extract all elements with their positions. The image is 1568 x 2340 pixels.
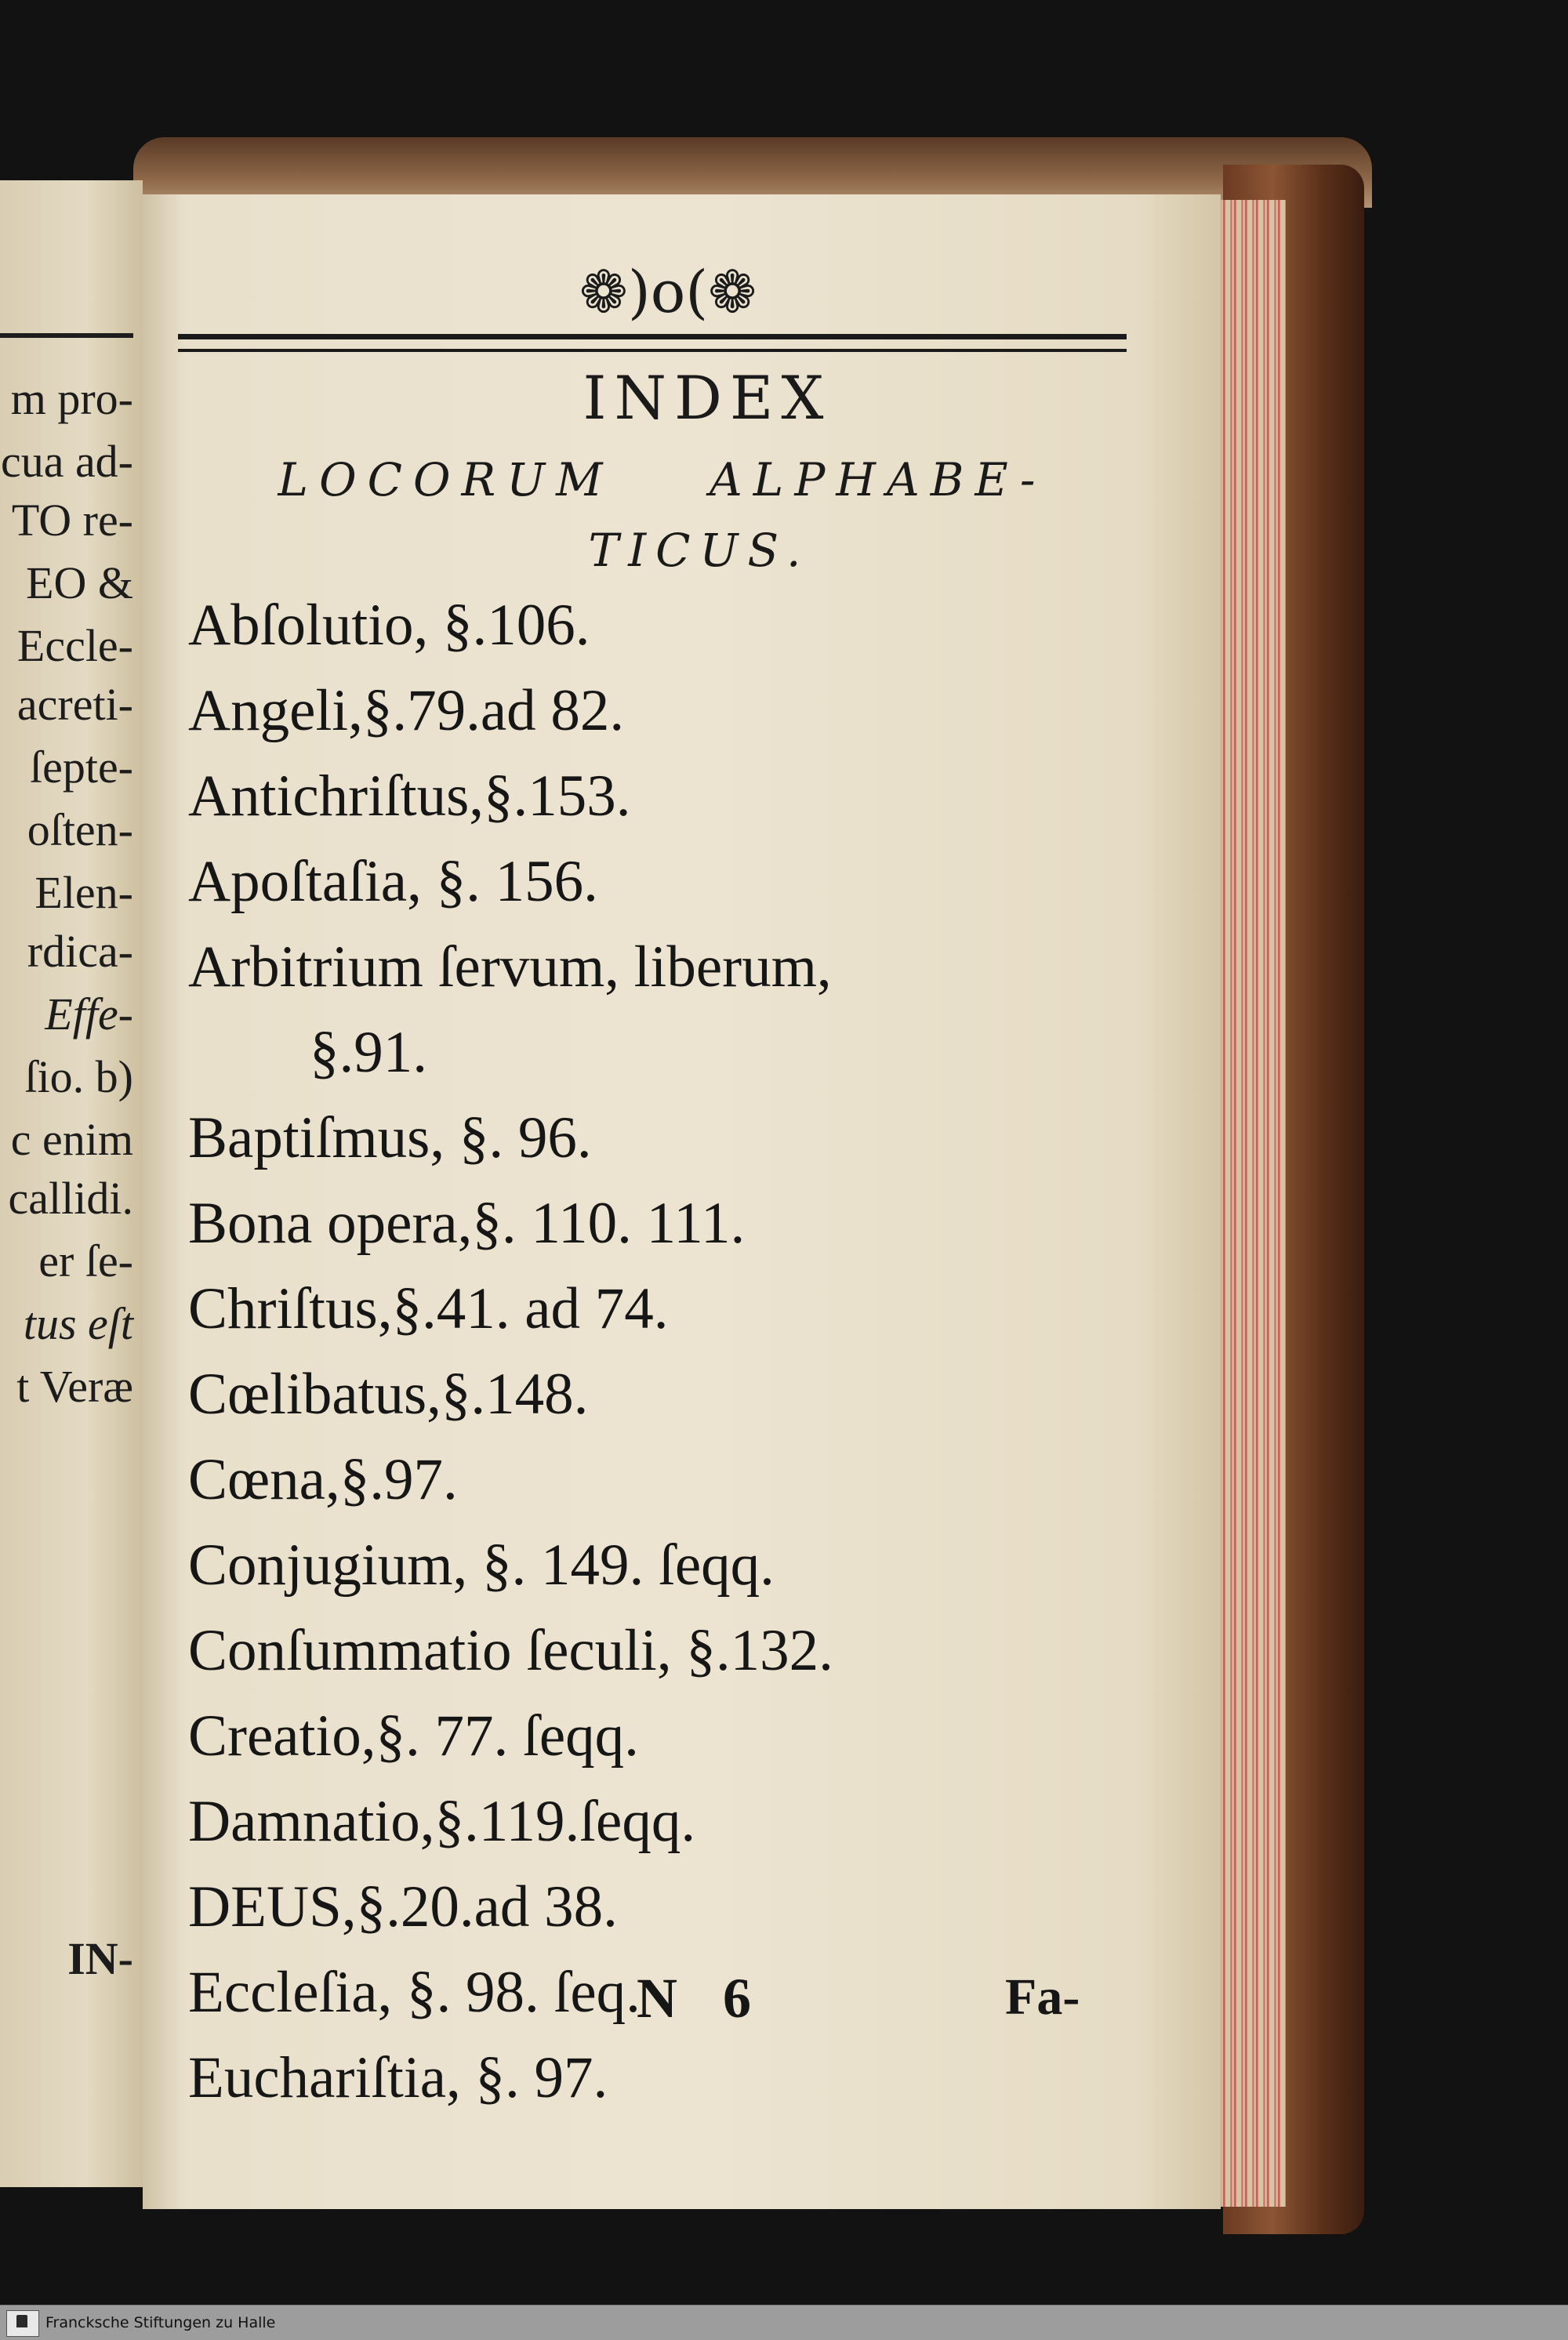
- index-entry: Damnatio,§.119.ſeqq.: [188, 1789, 696, 1854]
- index-entry: Baptiſmus, §. 96.: [188, 1105, 592, 1170]
- left-page-line: TO re-: [11, 495, 133, 546]
- index-page: [143, 194, 1221, 2209]
- page-title: INDEX: [583, 363, 832, 433]
- left-page-line: rdica-: [27, 926, 133, 977]
- index-entries: [188, 582, 1152, 2121]
- index-entry: §.91.: [310, 1020, 427, 1085]
- left-page-line: tus eſt: [23, 1298, 133, 1349]
- index-entry: Bona opera,§. 110. 111.: [188, 1191, 746, 1256]
- left-page: [0, 180, 143, 2187]
- left-page-line: m pro-: [10, 373, 133, 424]
- index-entry: Cœna,§.97.: [188, 1447, 458, 1512]
- header-rule: [178, 334, 1127, 352]
- left-page-line: er ſe-: [38, 1235, 133, 1286]
- index-entry: Antichriſtus,§.153.: [188, 764, 631, 829]
- left-page-line: cua ad-: [0, 436, 133, 487]
- left-page-line: Effe-: [45, 989, 133, 1039]
- institution-logo-icon: [6, 2310, 39, 2337]
- left-page-line: callidi.: [8, 1173, 133, 1224]
- left-page-catchword: IN-: [67, 1933, 133, 1984]
- left-page-line: oſten-: [27, 804, 133, 855]
- page-edges: [1215, 200, 1286, 2207]
- left-page-line: EO &: [26, 557, 133, 608]
- signature-mark: N 6: [637, 1967, 767, 2030]
- catchword: Fa-: [1005, 1968, 1080, 2026]
- index-entry: Conjugium, §. 149. ſeqq.: [188, 1533, 775, 1598]
- index-entry: Conſummatio ſeculi, §.132.: [188, 1618, 833, 1683]
- index-entry: Cœlibatus,§.148.: [188, 1362, 589, 1427]
- index-entry: Eccleſia, §. 98. ſeq.: [188, 1960, 641, 2025]
- index-entry: Angeli,§.79.ad 82.: [188, 678, 625, 743]
- footer-credit: Francksche Stiftungen zu Halle: [45, 2314, 276, 2331]
- left-page-line: Eccle-: [16, 620, 133, 671]
- left-page-line: ſio. b): [24, 1051, 133, 1102]
- index-entry: DEUS,§.20.ad 38.: [188, 1874, 618, 1939]
- footer-bar: [0, 2305, 1568, 2340]
- header-ornament: ❁)o(❁: [579, 259, 757, 326]
- index-entry: Arbitrium ſervum, liberum,: [188, 934, 832, 999]
- index-entry: Creatio,§. 77. ſeqq.: [188, 1703, 639, 1769]
- left-page-line: t Veræ: [16, 1361, 133, 1412]
- page-subtitle-cont: TICUS.: [588, 524, 811, 577]
- page-subtitle: LOCORUM ALPHABE-: [278, 453, 1047, 506]
- index-entry: Chriſtus,§.41. ad 74.: [188, 1276, 669, 1341]
- left-page-rule: [0, 333, 133, 338]
- left-page-line: ſepte-: [29, 742, 133, 793]
- left-page-line: acreti-: [16, 679, 133, 730]
- index-entry: Apoſtaſia, §. 156.: [188, 849, 598, 914]
- left-page-line: c enim: [10, 1114, 133, 1165]
- left-page-line: Elen-: [34, 867, 133, 918]
- index-entry: Abſolutio, §.106.: [188, 593, 590, 658]
- index-entry: Euchariſtia, §. 97.: [188, 2045, 608, 2110]
